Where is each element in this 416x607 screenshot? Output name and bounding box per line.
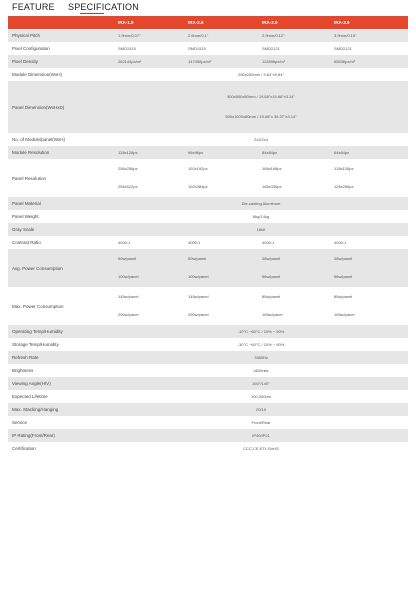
table-row [8,146,408,159]
spec-label: Viewing Angle(H/V) [8,377,114,390]
table-row [8,68,408,81]
spec-label: Max. Stacking/Hanging [8,403,114,416]
spec-value-line: 256x256px [118,166,138,171]
table-row [8,197,408,210]
spec-value-line: 50w/panel [118,256,137,261]
spec-value: 100,000hrs [250,394,271,399]
table-row [8,42,408,55]
header-cell [8,16,114,29]
spec-value: 1.9mm/0.07" [114,29,184,42]
spec-value-line: 192x192px [188,166,208,171]
spec-label: Module Resolution [8,146,114,159]
spec-label: Service [12,420,28,425]
spec-label: Physical Pitch [8,29,114,42]
spec-value: 4000:1 [334,240,347,245]
header-cell: IRA-1.9 [114,16,184,29]
tab-bar [0,0,416,16]
spec-label: No. of Module/panel(WxH) [12,137,66,142]
spec-value-group [330,159,408,197]
spec-value: 250x250mm / 9.84"x9.84" [238,72,284,77]
spec-value: ≥600nits [253,368,269,373]
spec-value: SMD1515 [188,46,206,51]
tab-specification[interactable]: SPECIFICATION [68,2,139,12]
spec-value: IP40/IP21 [114,429,408,442]
spec-value: SMD2121 [262,46,280,51]
spec-label: Refresh Rate [8,351,114,364]
spec-value-line: 168x168px [262,166,282,171]
spec-label: Expected Lifetime [12,394,48,399]
spec-value-line: 85w/panel [262,294,281,299]
spec-value-group [184,287,258,325]
header-cell: IRA-3.9 [330,16,408,29]
spec-value-line: 165w/panel [334,312,355,317]
tab-feature[interactable]: FEATURE [12,2,55,12]
spec-value-line: 290w/panel [118,312,139,317]
table-row [8,133,408,146]
spacer [334,172,408,184]
table-row [8,442,408,455]
spec-label: Pixel Configuration [12,46,50,51]
spec-value-group [330,249,408,287]
spec-value: Die-casting Aluminum [114,197,408,210]
table-row [8,403,408,416]
spec-value-group [258,159,330,197]
table-row [8,159,408,197]
table-row [8,377,408,390]
spec-value-line: 28w/panel [262,256,281,261]
table-row [8,325,408,338]
spec-value-group [114,159,184,197]
spec-value-group [114,249,184,287]
spec-value: 160°/140° [114,377,408,390]
spec-value-line: 128x256px [334,184,354,189]
spec-value: 16bit [114,223,408,236]
spacer [262,172,330,184]
spec-value: 2.9mm/0.12" [258,29,330,42]
table-row [8,223,408,236]
spec-value: Front/Rear [251,420,271,425]
spec-value: CCC,CE,ETL,RoHS [243,446,279,451]
spec-label: Operating Temp/Humidity [8,325,114,338]
spacer [334,262,408,274]
table-row [8,338,408,351]
spec-value-line: 256x512px [118,184,138,189]
spec-value-line: 28w/panel [334,256,353,261]
spec-value-group [184,159,258,197]
table-row [8,249,408,287]
spacer [118,262,184,274]
spec-value-line: 165w/panel [262,312,283,317]
spec-value-group [330,287,408,325]
spec-value: 64x64px [330,146,408,159]
spec-value-line: 168x336px [262,184,282,189]
spec-label: Avg. Power Consumption [8,249,114,287]
table-row [8,416,408,429]
spec-value: -10°C ~60°C / 10% ~ 90% [114,325,408,338]
table-row [8,210,408,223]
spec-value-line: 500x1000x80mm / 19.68"x 39.37"x3.14" [225,114,297,119]
spec-value-line: 128x128px [334,166,354,171]
spec-value: SMD2121 [334,46,352,51]
table-row [8,351,408,364]
spec-label: IP Rating(Front/Rear) [8,429,114,442]
spec-label: Max. Power Consumption [12,303,64,309]
spec-value-line: 145w/panel [118,294,139,299]
spec-value-group [114,287,184,325]
spacer [114,100,408,114]
spec-label: Module Dimension(WxH) [12,72,63,77]
table-row [8,390,408,403]
spec-value: 65536px/m² [330,55,408,68]
spec-value: 3.9mm/0.15" [330,29,408,42]
spacer [188,172,258,184]
spec-value: 147456px/m² [184,55,258,68]
spec-value-line: 145w/panel [188,294,209,299]
spec-label: Certification [12,446,36,451]
header-cell: IRA-2.9 [258,16,330,29]
spec-label: Contrast Ratio [12,240,41,245]
spec-value: SMD1515 [118,46,136,51]
spacer [118,172,184,184]
active-tab-indicator [80,13,104,14]
spec-value: 112896px/m² [258,55,330,68]
spec-value: 20/10 [114,403,408,416]
spec-value: 262144px/m² [114,55,184,68]
spec-value: 7680Hz [114,351,408,364]
spec-value-group [114,81,408,133]
spec-value-line: 192x384px [188,184,208,189]
spec-label: Panel Dimension(WxHxD) [8,81,114,133]
spec-value-line: 50w/panel [188,256,207,261]
spec-value-line: 85w/panel [334,294,353,299]
spec-value: 2x2/2x4 [253,137,268,142]
spec-value-line: 500x500x80mm / 19.68"x19.68"x3.14" [227,94,295,99]
spec-value-line: 56w/panel [334,274,353,279]
spec-value: 4000:1 [262,240,275,245]
spacer [262,262,330,274]
specification-table [8,16,408,455]
spacer [334,300,408,312]
spec-label: Pixel Density [8,55,114,68]
spec-value-group [258,287,330,325]
spec-value-group [184,249,258,287]
spec-label: Panel Weight [12,214,39,219]
spec-value: 2.6mm/0.1" [184,29,258,42]
spec-value: -30°C ~60°C / 10% ~ 90% [237,342,285,347]
spacer [188,300,258,312]
spec-label: Panel Resolution [12,175,47,181]
spec-value: 4000:1 [118,240,131,245]
spec-label: Brightness [12,368,34,373]
table-row [8,287,408,325]
spacer [262,300,330,312]
table-row [8,429,408,442]
table-row [8,364,408,377]
table-row [8,236,408,249]
spec-value-line: 100w/panel [188,274,209,279]
spec-value: 96x96px [184,146,258,159]
spacer [118,300,184,312]
spec-value: 128x128px [114,146,184,159]
spacer [188,262,258,274]
table-row [8,55,408,68]
spec-label: Storage Temp/Humidity [12,342,59,347]
spec-value-line: 100w/panel [118,274,139,279]
spec-value: 8kg/14kg [252,214,270,219]
spec-label: Gray Scale [8,223,114,236]
table-header-row [8,16,408,29]
spec-value: 84x84px [258,146,330,159]
spec-value-line: 290w/panel [188,312,209,317]
header-cell: IRA-2.6 [184,16,258,29]
spec-value: 4000:1 [188,240,201,245]
table-row [8,81,408,133]
spec-value-group [258,249,330,287]
spec-label: Panel Material [8,197,114,210]
table-row [8,29,408,42]
spec-value-line: 56w/panel [262,274,281,279]
